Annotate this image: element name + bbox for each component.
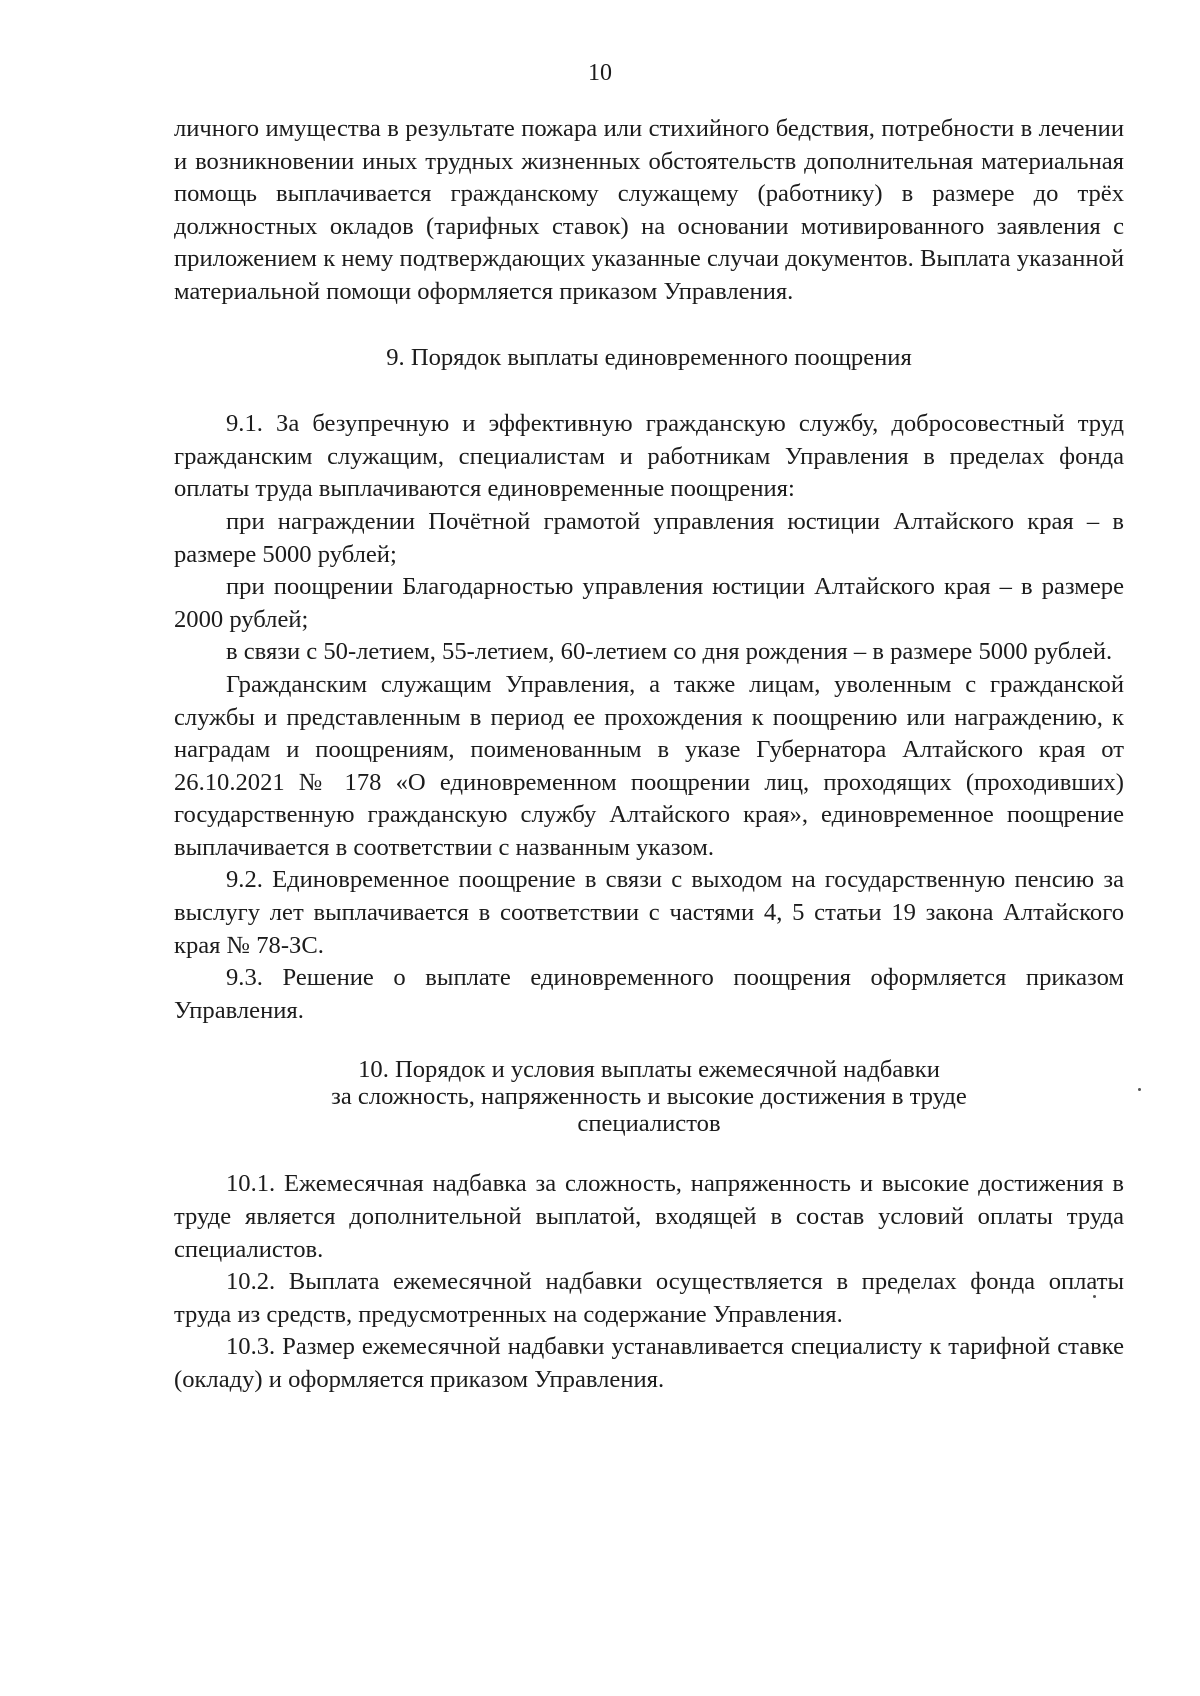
paragraph-10-2: 10.2. Выплата ежемесячной надбавки осуществляется в пределах фонда оплаты труда из средств, предусмотренных на содержание Управления. xyxy=(174,1268,1124,1328)
paragraph-9-1-item-3: в связи с 50-летием, 55-летием, 60-летием со дня рождения – в размере 5000 рублей. xyxy=(226,638,1113,666)
paragraph-continuation: личного имущества в результате пожара или стихийного бедствия, потребности в лечении и возникновении иных трудных жизненных обстоятельств дополнительная материальная помощь выплачивается гражданскому служащему (работнику) в размере до трёх должностных окладов (тарифных ставок) на основании мотивированного заявления с приложением к нему подтверждающих указанные случаи документов. Выплата указанной материальной помощи оформляется приказом Управления. xyxy=(174,115,1124,305)
page-number: 10 xyxy=(588,60,612,86)
section-10-heading xyxy=(174,1056,1124,1137)
section-10-heading-line-2: за сложность, напряженность и высокие достижения в труде xyxy=(331,1083,967,1111)
paragraph-9-2: 9.2. Единовременное поощрение в связи с выходом на государственную пенсию за выслугу лет выплачивается в соответствии с частями 4, 5 статьи 19 закона Алтайского края № 78-ЗС. xyxy=(174,866,1124,959)
paragraph-10-1: 10.1. Ежемесячная надбавка за сложность, напряженность и высокие достижения в труде является дополнительной выплатой, входящей в состав условий оплаты труда специалистов. xyxy=(174,1170,1124,1263)
section-10-heading-line-3: специалистов xyxy=(577,1110,721,1138)
paragraph-10-3: 10.3. Размер ежемесячной надбавки устанавливается специалисту к тарифной ставке (окладу) и оформляется приказом Управления. xyxy=(174,1333,1124,1393)
paragraph-9-1: 9.1. За безупречную и эффективную гражданскую службу, добросовестный труд гражданским служащим, специалистам и работникам Управления в пределах фонда оплаты труда выплачиваются единовременные поощрения: xyxy=(174,410,1124,503)
scan-artifact-dot xyxy=(1138,1088,1141,1091)
paragraph-9-1-item-1: при награждении Почётной грамотой управления юстиции Алтайского края – в размере 5000 рублей; xyxy=(174,507,1124,568)
document-body xyxy=(174,113,1124,1397)
paragraph-9-3: 9.3. Решение о выплате единовременного поощрения оформляется приказом Управления. xyxy=(174,964,1124,1024)
section-9-heading: 9. Порядок выплаты единовременного поощрения xyxy=(386,343,912,371)
paragraph-9-1-item-2: при поощрении Благодарностью управления юстиции Алтайского края – в размере 2000 рублей; xyxy=(174,573,1124,633)
scan-artifact-dot xyxy=(1093,1295,1096,1298)
paragraph-9-1-decree: Гражданским служащим Управления, а также лицам, уволенным с гражданской службы и представленным в период ее прохождения к поощрению или награждению, к наградам и поощрениям, поименованным в указе Губернатора Алтайского края от 26.10.2021 № 178 «О единовременном поощрении лиц, проходящих (проходивших) государственную гражданскую службу Алтайского края», единовременное поощрение выплачивается в соответствии с названным указом. xyxy=(174,670,1124,861)
section-10-heading-line-1: 10. Порядок и условия выплаты ежемесячной надбавки xyxy=(358,1056,940,1084)
